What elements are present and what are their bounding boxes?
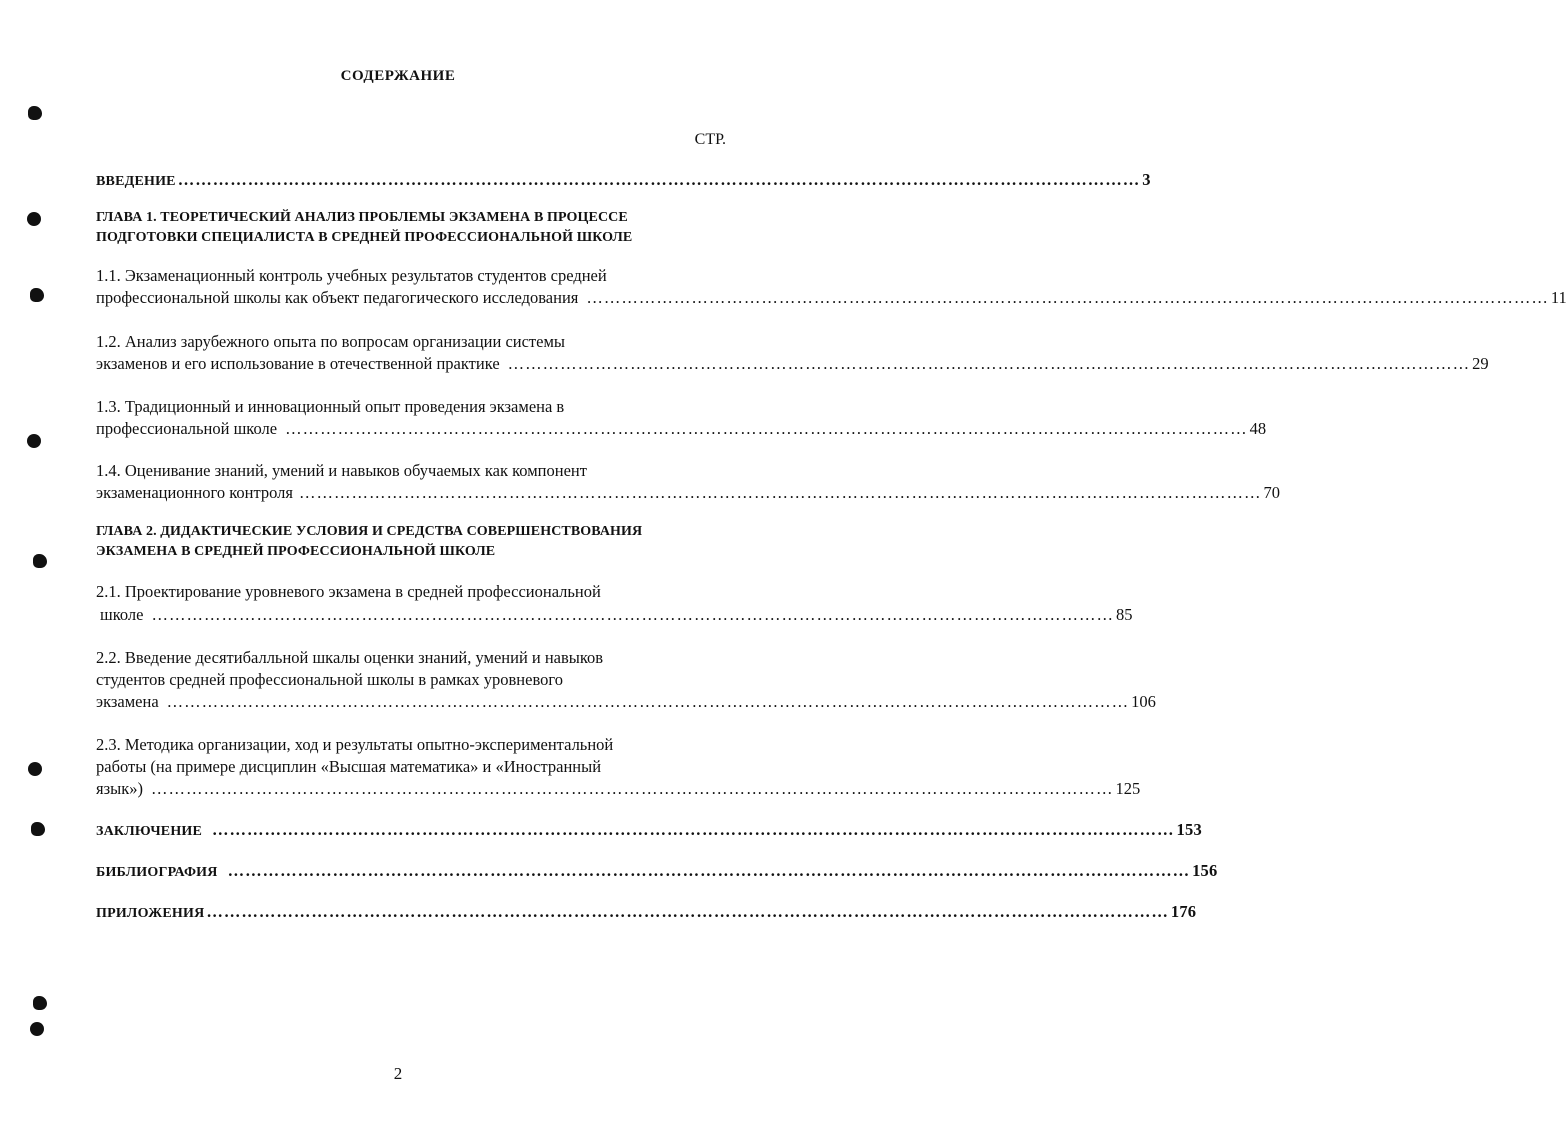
toc-entry-2-1 xyxy=(96,605,1133,625)
toc-label: ПРИЛОЖЕНИЯ xyxy=(96,906,205,921)
chapter-heading-line: ПОДГОТОВКИ СПЕЦИАЛИСТА В СРЕДНЕЙ ПРОФЕССИОНАЛЬНОЙ ШКОЛЕ xyxy=(96,230,633,245)
toc-entry-1-2 xyxy=(96,354,1489,374)
toc-label: ЗАКЛЮЧЕНИЕ xyxy=(96,824,203,839)
toc-entry-2-2 xyxy=(96,692,1156,712)
toc-entry-line: 2.3. Методика организации, ход и результаты опытно-экспериментальной xyxy=(96,735,614,754)
toc-entry-1-1 xyxy=(96,288,1567,308)
toc-entry-line: 1.1. Экзаменационный контроль учебных результатов студентов средней xyxy=(96,266,607,285)
chapter-1-heading xyxy=(96,208,736,248)
toc-entry-line: 2.2. Введение десятибалльной шкалы оценки знаний, умений и навыков xyxy=(96,648,604,667)
toc-label: БИБЛИОГРАФИЯ xyxy=(96,865,218,880)
toc-page: 125 xyxy=(1115,779,1141,798)
toc-entry-2-3 xyxy=(96,779,1141,799)
toc-entry-1-4 xyxy=(96,483,1280,503)
binder-hole-mark xyxy=(33,554,47,568)
toc-leader: ………………………………………………………………………………………………………………………………………………… xyxy=(285,419,1248,438)
binder-hole-mark xyxy=(30,288,44,302)
toc-entry-line: 1.4. Оценивание знаний, умений и навыков обучаемых как компонент xyxy=(96,461,587,480)
toc-leader: ………………………………………………………………………………………………………………………………………………… xyxy=(298,483,1262,502)
toc-page: 48 xyxy=(1249,419,1267,438)
toc-page: 29 xyxy=(1472,354,1489,373)
toc-entry-line: работы (на примере дисциплин «Высшая математика» и «Иностранный xyxy=(96,757,602,776)
binder-hole-mark xyxy=(30,1022,44,1036)
binder-hole-mark xyxy=(31,822,45,836)
chapter-heading-line: ГЛАВА 2. ДИДАКТИЧЕСКИЕ УСЛОВИЯ И СРЕДСТВА СОВЕРШЕНСТВОВАНИЯ xyxy=(96,524,643,539)
toc-page: 3 xyxy=(1142,170,1151,189)
binder-hole-mark xyxy=(27,212,41,226)
chapter-heading-line: ЭКЗАМЕНА В СРЕДНЕЙ ПРОФЕССИОНАЛЬНОЙ ШКОЛЕ xyxy=(96,544,496,559)
page-title: СОДЕРЖАНИЕ xyxy=(340,68,456,84)
toc-entry-conclusion xyxy=(96,820,1202,840)
toc-leader: ………………………………………………………………………………………………………………………………………………… xyxy=(586,288,1549,307)
binder-hole-mark xyxy=(27,434,41,448)
toc-entry-line: 1.2. Анализ зарубежного опыта по вопросам организации системы xyxy=(96,332,565,351)
binder-hole-mark xyxy=(33,996,47,1010)
toc-entry-appendices xyxy=(96,902,1197,922)
toc-entry-line: 2.1. Проектирование уровневого экзамена в средней профессиональной xyxy=(96,582,601,601)
toc-leader: ………………………………………………………………………………………………………………………………………………… xyxy=(166,692,1130,711)
toc-page: 11 xyxy=(1550,288,1567,307)
page-column-label: СТР. xyxy=(694,131,726,148)
toc-label: ВВЕДЕНИЕ xyxy=(96,174,176,189)
page-number: 2 xyxy=(393,1064,403,1083)
toc-page: 176 xyxy=(1170,902,1197,921)
binder-hole-mark xyxy=(28,106,42,120)
toc-leader: ………………………………………………………………………………………………………………………………………………… xyxy=(206,902,1169,921)
binder-hole-mark xyxy=(28,762,42,776)
toc-leader: ………………………………………………………………………………………………………………………………………………… xyxy=(150,779,1114,798)
chapter-2-heading xyxy=(96,522,736,562)
toc-page: 156 xyxy=(1192,861,1218,880)
toc-leader: ………………………………………………………………………………………………………………………………………………… xyxy=(507,354,1471,373)
toc-entry-1-3 xyxy=(96,419,1267,439)
toc-entry-line: 1.3. Традиционный и инновационный опыт проведения экзамена в xyxy=(96,397,565,416)
toc-page: 70 xyxy=(1263,483,1280,502)
toc-leader: ………………………………………………………………………………………………………………………………………………… xyxy=(177,170,1141,189)
toc-label: экзаменационного контроля xyxy=(96,483,293,502)
toc-label: школе xyxy=(100,605,144,624)
toc-label: экзаменов и его использование в отечественной практике xyxy=(96,354,500,373)
toc-page: 106 xyxy=(1131,692,1156,711)
toc-entry-intro xyxy=(96,170,1151,190)
chapter-heading-line: ГЛАВА 1. ТЕОРЕТИЧЕСКИЙ АНАЛИЗ ПРОБЛЕМЫ ЭКЗАМЕНА В ПРОЦЕССЕ xyxy=(96,210,628,225)
toc-leader: ………………………………………………………………………………………………………………………………………………… xyxy=(151,605,1114,624)
toc-label: экзамена xyxy=(96,692,159,711)
toc-entry-line: студентов средней профессиональной школы в рамках уровневого xyxy=(96,670,563,689)
toc-leader: ………………………………………………………………………………………………………………………………………………… xyxy=(227,861,1191,880)
toc-page: 85 xyxy=(1115,605,1133,624)
toc-label: профессиональной школе xyxy=(96,419,278,438)
toc-label: язык») xyxy=(96,779,143,798)
toc-leader: ………………………………………………………………………………………………………………………………………………… xyxy=(212,820,1175,839)
toc-page: 153 xyxy=(1176,820,1202,839)
toc-entry-bibliography xyxy=(96,861,1218,881)
toc-label: профессиональной школы как объект педагогического исследования xyxy=(96,288,579,307)
